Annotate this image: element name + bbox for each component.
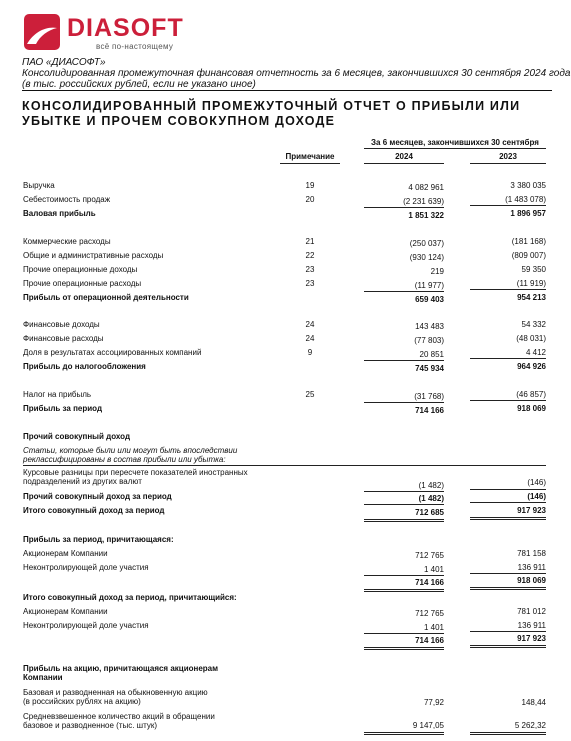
row-value-2023: 54 332: [521, 320, 546, 329]
row-label: Статьи, которые были или могут быть впоследствии: [23, 446, 238, 455]
row-label: Прибыль от операционной деятельности: [23, 293, 189, 302]
row-note: 23: [305, 265, 315, 274]
row-value-2023: (146): [527, 478, 546, 487]
row-value-2024: 712 765: [415, 609, 444, 618]
row-note: 23: [305, 279, 315, 288]
row-label: Прочие операционные расходы: [23, 279, 142, 288]
row-value-2024: (31 768): [414, 392, 444, 401]
row-label: Финансовые расходы: [23, 334, 104, 343]
row-value-2023: 3 380 035: [510, 181, 546, 190]
row-value-2024: 714 166: [415, 636, 444, 645]
row-value-2024: 659 403: [415, 295, 444, 304]
row-value-2023: 5 262,32: [514, 721, 546, 730]
subtotal-line: [470, 489, 546, 490]
row-label: Акционерам Компании: [23, 607, 108, 616]
subtotal-line: [364, 491, 444, 492]
diasoft-logo-mark-icon: [24, 14, 60, 50]
row-note: 22: [305, 251, 315, 260]
row-value-2023: (1 483 078): [505, 195, 546, 204]
row-value-2024: 20 851: [419, 350, 444, 359]
row-value-2023: (809 007): [511, 251, 546, 260]
row-value-2023: 136 911: [517, 621, 546, 630]
row-note: 25: [305, 390, 315, 399]
row-label: Налог на прибыль: [23, 390, 92, 399]
subtotal-line: [470, 358, 546, 359]
row-label: Итого совокупный доход за период: [23, 506, 165, 515]
row-note: 21: [305, 237, 315, 246]
row-label: Общие и административные расходы: [23, 251, 164, 260]
row-label: Коммерческие расходы: [23, 237, 111, 246]
subtotal-line: [470, 205, 546, 206]
row-value-2023: (146): [527, 492, 546, 501]
total-double-line: [470, 517, 546, 520]
row-value-2023: 781 158: [517, 549, 546, 558]
total-double-line: [364, 519, 444, 522]
section-divider: [23, 465, 546, 466]
row-value-2023: (11 919): [516, 279, 546, 288]
row-value-2024: (250 037): [409, 239, 444, 248]
row-value-2024: 1 401: [423, 623, 444, 632]
section-heading: Прибыль на акцию, причитающаяся акционерам: [23, 664, 219, 673]
row-value-2024: (11 977): [414, 281, 444, 290]
row-value-2024: 9 147,05: [412, 721, 444, 730]
row-value-2024: 1 851 322: [408, 211, 444, 220]
row-note: 19: [305, 181, 315, 190]
section-heading: Прочий совокупный доход: [23, 432, 131, 441]
row-value-2024: 712 765: [415, 551, 444, 560]
note-header: Примечание: [285, 152, 335, 161]
row-label: Финансовые доходы: [23, 320, 100, 329]
total-double-line: [470, 587, 546, 590]
row-label: Курсовые разницы при пересчете показателей иностранных: [23, 468, 248, 477]
row-label: Себестоимость продаж: [23, 195, 111, 204]
row-label: Прибыль до налогообложения: [23, 362, 146, 371]
subtotal-line: [470, 289, 546, 290]
row-value-2023: (46 857): [516, 390, 546, 399]
header-divider: [22, 90, 552, 91]
logo-wordmark: DIASOFT: [67, 14, 184, 42]
note-underline: [280, 163, 340, 164]
row-value-2024: (1 482): [418, 481, 444, 490]
row-value-2023: 136 911: [517, 563, 546, 572]
row-label: (в российских рублях на акцию): [23, 697, 141, 706]
logo-tagline: всё по-настоящему: [96, 42, 174, 51]
subtotal-line: [364, 402, 444, 403]
row-value-2023: 4 412: [525, 348, 546, 357]
report-title: КОНСОЛИДИРОВАННЫЙ ПРОМЕЖУТОЧНЫЙ ОТЧЕТ О ПРИБЫЛИ ИЛИ УБЫТКЕ И ПРОЧЕМ СОВОКУПНОМ ДОХОДЕ: [22, 99, 521, 128]
section-heading: Итого совокупный доход за период, причитающийся:: [23, 593, 237, 602]
col1-underline: [364, 163, 444, 164]
row-note: 24: [305, 320, 315, 329]
row-label: Валовая прибыль: [23, 209, 96, 218]
total-double-line: [470, 732, 546, 735]
subtotal-line: [470, 502, 546, 503]
total-double-line: [470, 645, 546, 648]
row-label: Прочие операционные доходы: [23, 265, 138, 274]
row-label: подразделений из других валют: [23, 477, 142, 486]
period-header: За 6 месяцев, закончившихся 30 сентября: [371, 138, 539, 147]
subtotal-line: [470, 573, 546, 574]
row-value-2023: 917 923: [517, 506, 546, 515]
row-note: 9: [307, 348, 313, 357]
subtotal-line: [364, 207, 444, 208]
subtotal-line: [364, 504, 444, 505]
row-value-2024: 77,92: [423, 698, 444, 707]
year-2023-header: 2023: [499, 152, 517, 161]
subtotal-line: [364, 633, 444, 634]
row-value-2023: 918 069: [517, 404, 546, 413]
year-2024-header: 2024: [395, 152, 413, 161]
row-value-2023: 917 923: [517, 634, 546, 643]
row-label: базовое и разводненное (тыс. штук): [23, 721, 158, 730]
row-value-2024: 143 483: [415, 322, 444, 331]
row-value-2023: 954 213: [517, 293, 546, 302]
row-label: Прочий совокупный доход за период: [23, 492, 172, 501]
row-note: 20: [305, 195, 315, 204]
subtotal-line: [364, 360, 444, 361]
row-value-2023: 964 926: [517, 362, 546, 371]
row-label: Выручка: [23, 181, 55, 190]
row-value-2024: (1 482): [418, 494, 444, 503]
row-value-2023: 918 069: [517, 576, 546, 585]
row-label: Доля в результатах ассоциированных компаний: [23, 348, 202, 357]
row-value-2024: (930 124): [409, 253, 444, 262]
row-value-2024: 1 401: [423, 565, 444, 574]
report-subtitle: Консолидированная промежуточная финансовая отчетность за 6 месяцев, закончившихся 30 сентября 2024 года: [22, 68, 571, 79]
row-label: Акционерам Компании: [23, 549, 108, 558]
section-heading: Компании: [23, 673, 63, 682]
row-value-2023: 781 012: [517, 607, 546, 616]
row-value-2023: (48 031): [516, 334, 546, 343]
row-value-2024: 712 685: [415, 508, 444, 517]
total-double-line: [364, 589, 444, 592]
company-name: ПАО «ДИАСОФТ»: [22, 57, 106, 68]
row-value-2023: 1 896 957: [510, 209, 546, 218]
row-label: Базовая и разводненная на обыкновенную акцию: [23, 688, 208, 697]
col2-underline: [470, 163, 546, 164]
row-note: 24: [305, 334, 315, 343]
row-value-2024: 219: [430, 267, 444, 276]
row-value-2023: 148,44: [521, 698, 546, 707]
row-label: Неконтролирующей доле участия: [23, 621, 149, 630]
row-value-2024: 745 934: [415, 364, 444, 373]
total-double-line: [364, 732, 444, 735]
row-value-2024: (77 803): [414, 336, 444, 345]
section-heading: Прибыль за период, причитающаяся:: [23, 535, 174, 544]
subtotal-line: [364, 575, 444, 576]
row-value-2023: (181 168): [511, 237, 546, 246]
row-value-2024: (2 231 639): [403, 197, 444, 206]
row-value-2024: 4 082 961: [408, 183, 444, 192]
subtotal-line: [470, 400, 546, 401]
row-label: реклассифицированы в состав прибыли или убытка:: [23, 455, 226, 464]
units-note: (в тыс. российских рублей, если не указано иное): [22, 79, 256, 90]
row-label: Прибыль за период: [23, 404, 103, 413]
row-value-2024: 714 166: [415, 578, 444, 587]
total-double-line: [364, 647, 444, 650]
row-label: Неконтролирующей доле участия: [23, 563, 149, 572]
subtotal-line: [470, 631, 546, 632]
row-value-2024: 714 166: [415, 406, 444, 415]
subtotal-line: [364, 291, 444, 292]
row-value-2023: 59 350: [521, 265, 546, 274]
period-underline: [364, 148, 546, 149]
row-label: Средневзвешенное количество акций в обращении: [23, 712, 215, 721]
